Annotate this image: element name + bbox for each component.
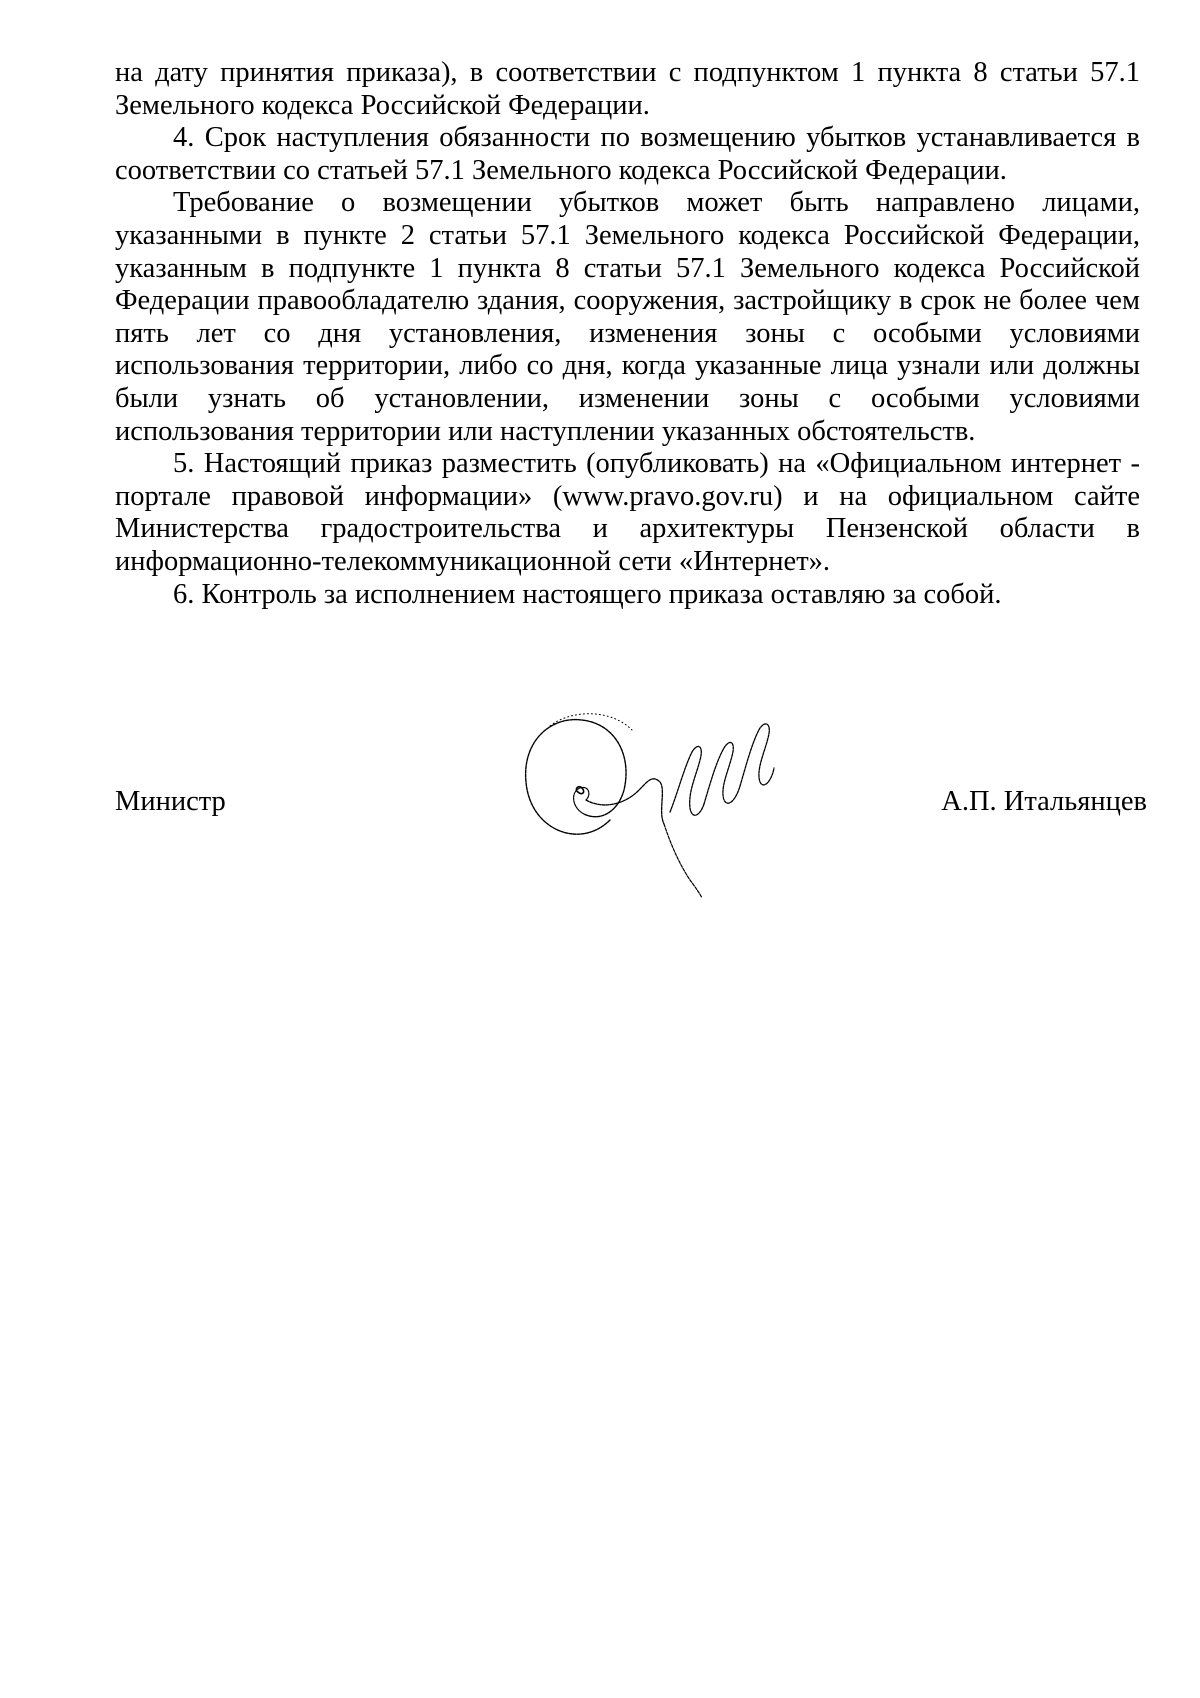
paragraph-item-6: 6. Контроль за исполнением настоящего приказа оставляю за собой. — [173, 578, 1002, 610]
document-body — [115, 57, 1140, 611]
paragraph-damages-claim: Требование о возмещении убытков может быть направлено лицами, указанными в пункте 2 статьи 57.1 Земельного кодекса Российской Федерации, указанным в подпункте 1 пункта 8 статьи 57.1 Земельного кодекса Российской Федерации правообладателю здания, сооружения, застройщику в срок не более чем пять лет со дня установления, изменения зоны с особыми условиями использования территории, либо со дня, когда указанные лица узнали или должны были узнать об установлении, изменении зоны с особыми условиями использования территории или наступлении указанных обстоятельств. — [115, 187, 1140, 447]
signatory-name: А.П. Итальянцев — [941, 786, 1147, 817]
signatory-position: Министр — [115, 786, 226, 817]
paragraph-item-5: 5. Настоящий приказ разместить (опубликовать) на «Официальном интернет - портале правовой информации» (www.pravo.gov.ru) и на официальном сайте Министерства градостроительства и архитектуры Пензенской области в информационно-телекоммуникационной сети «Интернет». — [115, 448, 1140, 577]
paragraph-item-4: 4. Срок наступления обязанности по возмещению убытков устанавливается в соответствии со статьей 57.1 Земельного кодекса Российской Федерации. — [115, 122, 1140, 186]
paragraph-continuation: на дату принятия приказа), в соответствии с подпунктом 1 пункта 8 статьи 57.1 Земельного кодекса Российской Федерации. — [115, 57, 1140, 121]
handwritten-signature-icon — [520, 712, 790, 902]
